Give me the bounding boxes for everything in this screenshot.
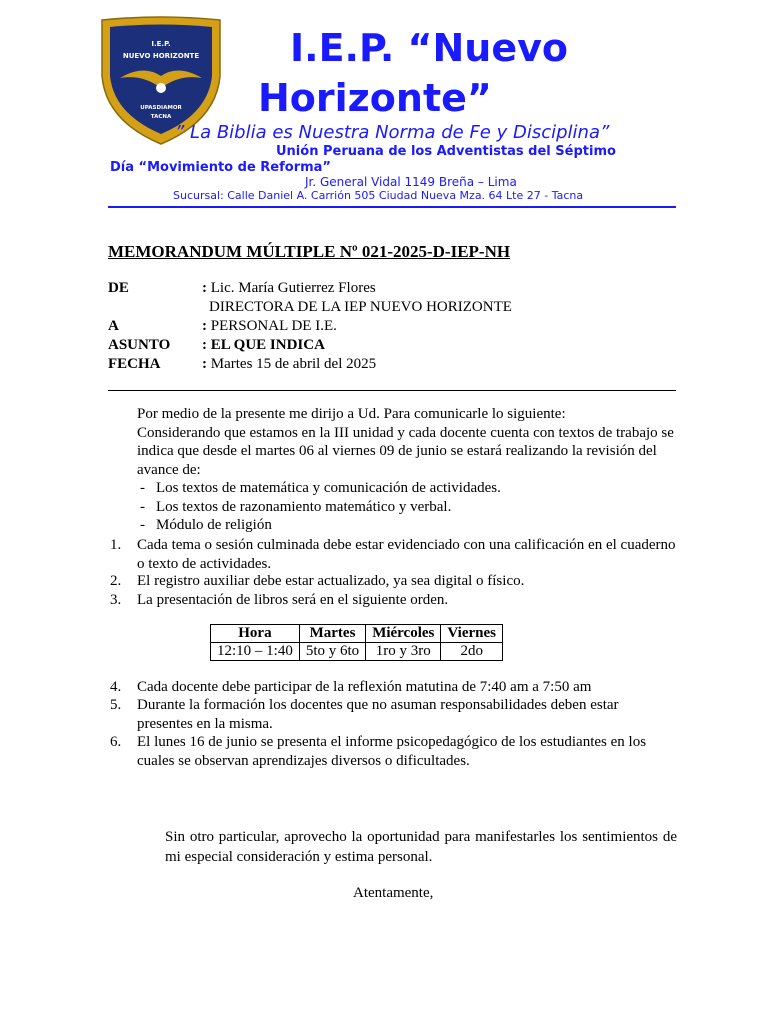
table-cell: 2do — [441, 643, 503, 661]
intro-paragraph: Considerando que estamos en la III unidad y cada docente cuenta con textos de trabajo se indica que desde el martes 06 al viernes 09 de junio se estará realizando la revisión del avance de: — [137, 424, 674, 478]
school-title-line1: I.E.P. “Nuevo — [290, 26, 568, 70]
field-value-date: : Martes 15 de abril del 2025 — [202, 356, 377, 372]
numbered-item-4 — [110, 678, 676, 697]
list-item: - Módulo de religión — [137, 516, 677, 535]
item-text: La presentación de libros será en el siguiente orden. — [137, 592, 449, 608]
table-header: Hora — [211, 625, 300, 643]
sign-off: Atentamente, — [353, 885, 434, 901]
field-value-subject: : EL QUE INDICA — [202, 337, 325, 353]
memo-divider — [108, 390, 676, 391]
item-number: 6. — [110, 734, 122, 750]
intro-line: Por medio de la presente me dirijo a Ud. Para comunicarle lo siguiente: — [137, 406, 566, 422]
item-text: Cada tema o sesión culminada debe estar evidenciado con una calificación en el cuaderno o texto de actividades. — [137, 537, 676, 572]
field-label-to: A — [108, 318, 119, 334]
table-header: Viernes — [441, 625, 503, 643]
address-main: Jr. General Vidal 1149 Breña – Lima — [305, 175, 517, 189]
school-motto: ” La Biblia es Nuestra Norma de Fe y Disciplina” — [175, 122, 610, 143]
numbered-item-1 — [110, 536, 676, 573]
field-value-from: : Lic. María Gutierrez Flores — [202, 280, 376, 296]
table-cell: 12:10 – 1:40 — [211, 643, 300, 661]
logo-text-name: NUEVO HORIZONTE — [122, 52, 200, 60]
numbered-item-2 — [110, 572, 676, 591]
item-number: 3. — [110, 592, 122, 608]
closing-paragraph: Sin otro particular, aprovecho la oportunidad para manifestarles los sentimientos de mi especial consideración y estima personal. — [165, 829, 677, 865]
numbered-item-6 — [110, 733, 676, 770]
field-label-date: FECHA — [108, 356, 161, 372]
item-text: Cada docente debe participar de la reflexión matutina de 7:40 am a 7:50 am — [137, 679, 592, 695]
field-value-to-text: PERSONAL DE I.E. — [207, 318, 337, 334]
table-row — [211, 643, 503, 661]
numbered-item-5 — [110, 696, 676, 733]
item-number: 4. — [110, 679, 122, 695]
table-header: Miércoles — [366, 625, 441, 643]
field-value-from-text: Lic. María Gutierrez Flores — [207, 280, 376, 296]
logo-text-iep: I.E.P. — [151, 40, 171, 48]
item-number: 5. — [110, 697, 122, 713]
memo-title: MEMORANDUM MÚLTIPLE Nº 021-2025-D-IEP-NH — [108, 242, 511, 261]
field-value-to: : PERSONAL DE I.E. — [202, 318, 337, 334]
table-header-row — [211, 625, 503, 643]
church-name-line1: Unión Peruana de los Adventistas del Séptimo — [276, 144, 616, 159]
item-number: 1. — [110, 537, 122, 553]
table-header: Martes — [299, 625, 365, 643]
item-number: 2. — [110, 573, 122, 589]
field-label-from: DE — [108, 280, 129, 296]
church-name-line2: Día “Movimiento de Reforma” — [110, 160, 331, 175]
table-cell: 5to y 6to — [299, 643, 365, 661]
field-label-subject: ASUNTO — [108, 337, 171, 353]
header-divider — [108, 206, 676, 208]
numbered-item-3 — [110, 591, 676, 610]
schedule-table — [210, 624, 503, 661]
item-text: El registro auxiliar debe estar actualizado, ya sea digital o físico. — [137, 573, 525, 589]
address-branch: Sucursal: Calle Daniel A. Carrión 505 Ciudad Nueva Mza. 64 Lte 27 - Tacna — [173, 189, 584, 202]
field-value-date-text: Martes 15 de abril del 2025 — [207, 356, 377, 372]
logo-text-city: TACNA — [150, 114, 172, 120]
logo-text-motto: UPASDIAMOR — [140, 105, 182, 111]
item-text: Durante la formación los docentes que no asuman responsabilidades deben estar presentes en la misma. — [137, 697, 619, 732]
field-value-from-role: DIRECTORA DE LA IEP NUEVO HORIZONTE — [209, 299, 512, 315]
review-list — [137, 479, 677, 535]
table-cell: 1ro y 3ro — [366, 643, 441, 661]
memo-intro — [137, 405, 677, 535]
list-item: - Los textos de matemática y comunicación de actividades. — [137, 479, 677, 498]
school-title-line2: Horizonte” — [258, 76, 492, 120]
list-item: - Los textos de razonamiento matemático y verbal. — [137, 498, 677, 517]
item-text: El lunes 16 de junio se presenta el informe psicopedagógico de los estudiantes en los cuales se observan aprendizajes diversos o dificultades. — [137, 734, 647, 769]
